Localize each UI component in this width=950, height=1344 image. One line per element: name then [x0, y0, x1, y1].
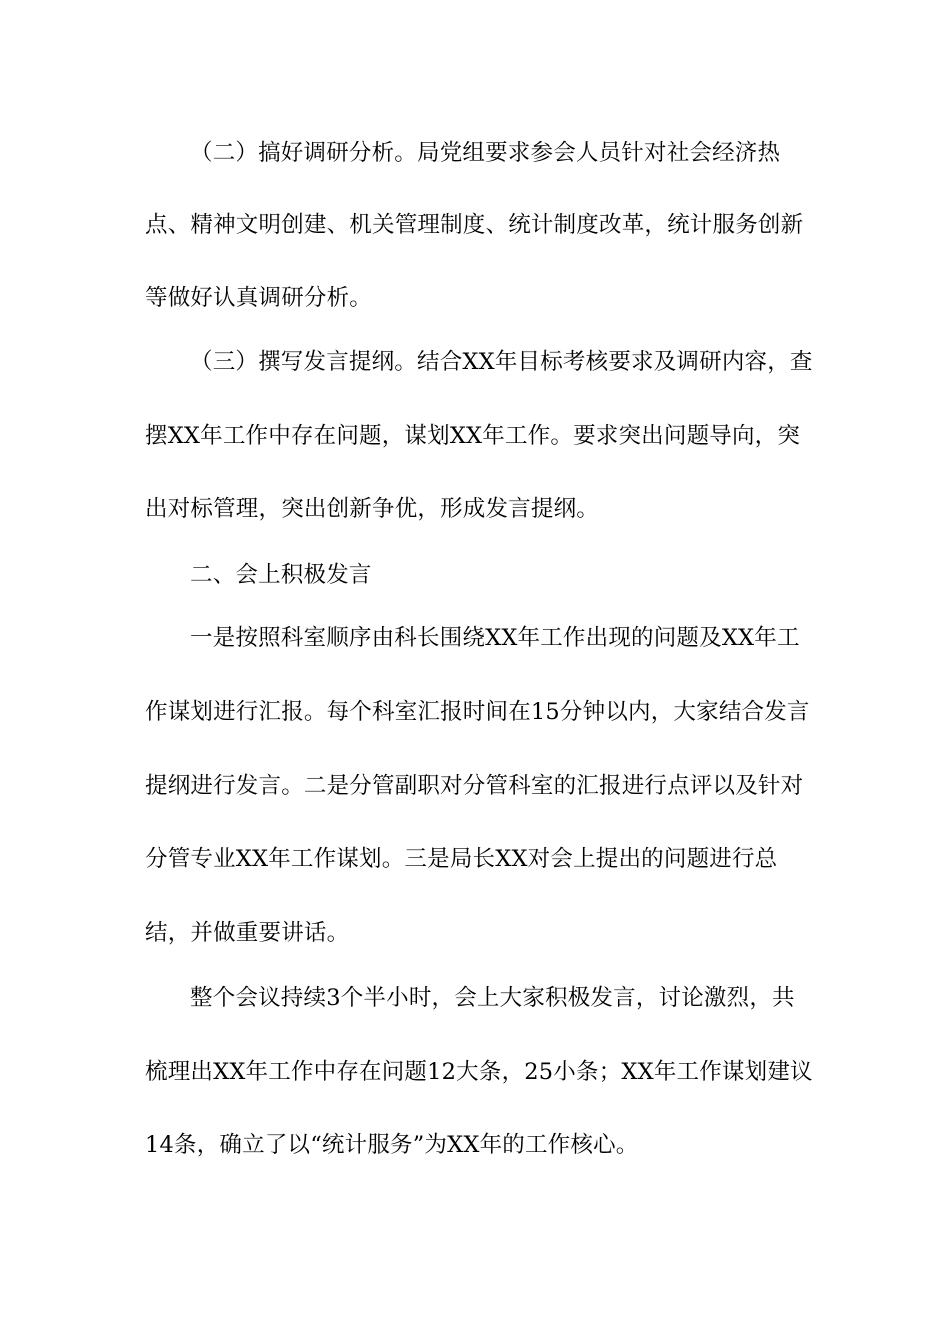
paragraph-5-line-1: 整个会议持续3个半小时，会上大家积极发言，讨论激烈，共	[190, 985, 795, 1011]
paragraph-4-line-2: 作谋划进行汇报。每个科室汇报时间在15分钟以内，大家结合发言	[145, 699, 810, 725]
paragraph-3-line-1: （三）撰写发言提纲。结合XX年目标考核要求及调研内容，查	[190, 349, 813, 375]
paragraph-2-line-1: （二）搞好调研分析。局党组要求参会人员针对社会经济热	[190, 140, 781, 166]
paragraph-5-line-2: 梳理出XX年工作中存在问题12大条，25小条；XX年工作谋划建议	[145, 1059, 813, 1085]
paragraph-2-line-2: 点、精神文明创建、机关管理制度、统计制度改革，统计服务创新	[145, 212, 804, 238]
paragraph-4-line-4: 分管专业XX年工作谋划。三是局长XX对会上提出的问题进行总	[145, 846, 778, 872]
paragraph-2-line-3: 等做好认真调研分析。	[145, 285, 373, 311]
paragraph-3-line-3: 出对标管理，突出创新争优，形成发言提纲。	[145, 496, 600, 522]
paragraph-4-line-3: 提纲进行发言。二是分管副职对分管科室的汇报进行点评以及针对	[145, 773, 804, 799]
paragraph-3-line-2: 摆XX年工作中存在问题，谋划XX年工作。要求突出问题导向，突	[145, 423, 801, 449]
paragraph-4-line-1: 一是按照科室顺序由科长围绕XX年工作出现的问题及XX年工	[190, 625, 800, 651]
paragraph-5-line-3: 14条，确立了以“统计服务”为XX年的工作核心。	[145, 1132, 639, 1158]
paragraph-4-line-5: 结，并做重要讲话。	[145, 920, 350, 946]
section-heading: 二、会上积极发言	[190, 562, 372, 588]
